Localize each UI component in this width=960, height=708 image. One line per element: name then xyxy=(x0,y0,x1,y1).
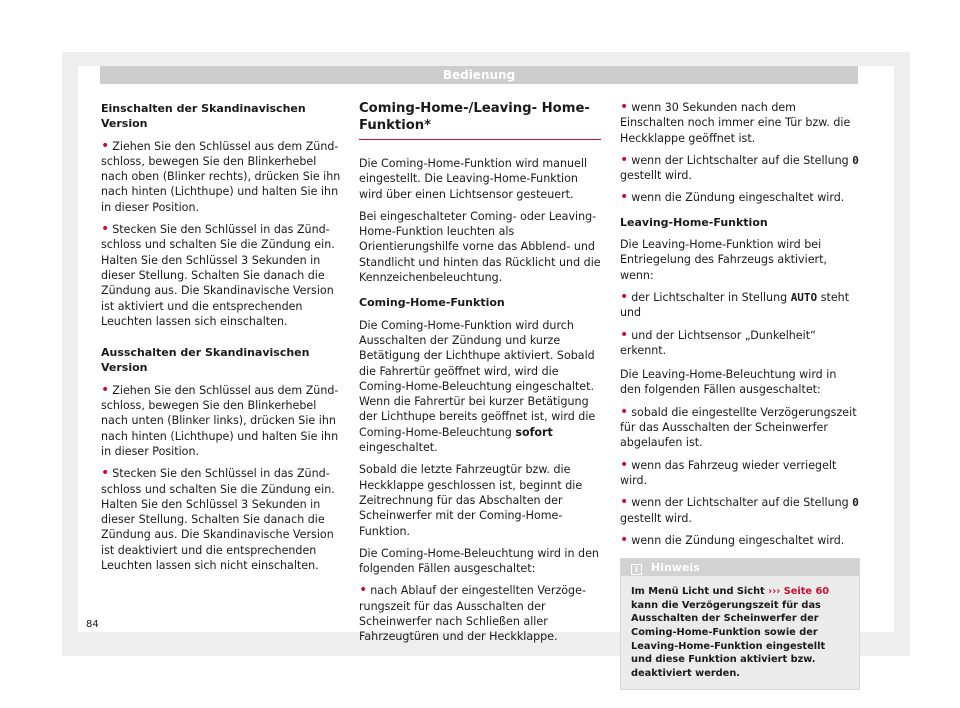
bullet-icon: • xyxy=(620,531,629,548)
bullet-icon: • xyxy=(620,288,629,305)
subheading-leaving-home: Leaving-Home-Funktion xyxy=(620,215,768,229)
list-item: • sobald die eingestellte Verzögerungszeit für das Ausschalten der Scheinwerfer abgelaufen ist. xyxy=(620,403,857,450)
subheading-coming-home: Coming-Home-Funktion xyxy=(359,296,505,310)
note-header: i Hinweis xyxy=(621,559,859,576)
list-item: • wenn der Lichtschalter auf die Stellung 0 gestellt wird. xyxy=(620,494,859,525)
bullet-icon: • xyxy=(620,326,629,343)
column-right xyxy=(620,100,860,690)
bullet-icon: • xyxy=(620,494,629,511)
list-item: • Ziehen Sie den Schlüssel aus dem Zündschloss, bewegen Sie den Blinkerhebel nach oben (Blinker rechts), drücken Sie ihn nach hinten (Lichthupe) und halten Sie ihn in dieser Position. xyxy=(101,137,341,214)
list-item: • wenn die Zündung eingeschaltet wird. xyxy=(620,189,845,206)
list-item: • Ziehen Sie den Schlüssel aus dem Zündschloss, bewegen Sie den Blinkerhebel nach unten (Blinker links), drücken Sie ihn nach hinten (Lichthupe) und halten Sie ihn in dieser Position. xyxy=(101,381,339,458)
paragraph: Die Coming-Home-Funktion wird durch Ausschalten der Zündung und kurze Betätigung der Lichthupe aktiviert. Sobald die Fahrertür geöffnet wird, wird die Coming-Home-Beleuchtung eingeschaltet. Wenn die Fahrertür bei kurzer Betätigung der Lichthupe bereits geöffnet ist, wird die Coming-Home-Beleuchtung sofort eingeschaltet. xyxy=(359,318,596,455)
page-reference-link[interactable]: ››› Seite 60 xyxy=(768,586,830,598)
paragraph: Sobald die letzte Fahrzeugtür bzw. die Heckklappe geschlossen ist, beginnt die Zeitrechnung für das Abschalten der Scheinwerfer mit der Coming-Home-Funktion. xyxy=(359,463,583,538)
switch-position-0-icon: 0 xyxy=(852,153,859,167)
emphasis-sofort: sofort xyxy=(515,425,553,439)
bullet-icon: • xyxy=(620,99,629,115)
column-left xyxy=(101,101,341,580)
note-box xyxy=(620,558,860,690)
list-item: • der Lichtschalter in Stellung AUTO steht und xyxy=(620,288,850,320)
paragraph: Die Leaving-Home-Funktion wird bei Entriegelung des Fahrzeugs aktiviert, wenn: xyxy=(620,238,827,282)
list-item: • wenn 30 Sekunden nach dem Einschalten noch immer eine Tür bzw. die Heckklappe geöffnet ist. xyxy=(620,99,851,145)
list-item: • und der Lichtsensor „Dunkelheit“ erkennt. xyxy=(620,326,816,357)
bullet-icon: • xyxy=(101,381,110,398)
paragraph: Bei eingeschalteter Coming- oder Leaving-Home-Funktion leuchten als Orientierungshilfe vorne das Abblend- und Standlicht und hinten das Rücklicht und die Kennzeichenbeleuchtung. xyxy=(359,209,601,285)
note-text: Im Menü Licht und Sicht ››› Seite 60 kann die Verzögerungszeit für das Ausschalten der Scheinwerfer der Coming-Home-Funktion sowie der Leaving-Home-Funktion eingestellt und diese Funktion aktiviert bzw. deaktiviert werden. xyxy=(631,586,830,679)
bullet-icon: • xyxy=(101,465,110,482)
list-item: • Stecken Sie den Schlüssel in das Zündschloss und schalten Sie die Zündung ein. Halten Sie den Schlüssel 3 Sekunden in dieser Stellung. Schalten Sie danach die Zündung aus. Die Skandinavische Version ist aktiviert und die entsprechenden Leuchten lassen sich einschalten. xyxy=(101,221,335,328)
paragraph: Die Leaving-Home-Beleuchtung wird in den folgenden Fällen ausgeschaltet: xyxy=(620,368,837,397)
section-title: Coming-Home-/Leaving- Home-Funktion* xyxy=(359,101,590,133)
section-header: Bedienung xyxy=(100,66,858,84)
bullet-icon: • xyxy=(101,221,110,238)
list-item: • nach Ablauf der eingestellten Verzögerungszeit für das Ausschalten der Scheinwerfer nach Schließen aller Fahrzeugtüren und der Heckklappe. xyxy=(359,582,586,644)
bullet-icon: • xyxy=(620,403,629,420)
bullet-icon: • xyxy=(620,456,629,473)
info-icon: i xyxy=(631,564,642,575)
heading-einschalten: Einschalten der Skandinavischen Version xyxy=(101,102,306,131)
paragraph: Die Coming-Home-Beleuchtung wird in den folgenden Fällen ausgeschaltet: xyxy=(359,546,599,576)
bullet-icon: • xyxy=(101,137,110,154)
title-rule xyxy=(359,139,601,140)
list-item: • wenn der Lichtschalter auf die Stellung 0 gestellt wird. xyxy=(620,151,859,183)
column-middle xyxy=(359,100,601,652)
list-item: • wenn die Zündung eingeschaltet wird. xyxy=(620,531,845,548)
switch-position-0-icon: 0 xyxy=(852,496,859,510)
bullet-icon: • xyxy=(359,582,368,599)
heading-ausschalten: Ausschalten der Skandinavischen Version xyxy=(101,346,310,375)
paragraph: Die Coming-Home-Funktion wird manuell eingestellt. Die Leaving-Home-Funktion wird über einen Lichtsensor gesteuert. xyxy=(359,157,588,201)
page-number: 84 xyxy=(86,619,99,630)
list-item: • Stecken Sie den Schlüssel in das Zündschloss und schalten Sie die Zündung ein. Halten Sie den Schlüssel 3 Sekunden in dieser Stellung. Schalten Sie danach die Zündung aus. Die Skandinavische Version ist deaktiviert und die entsprechenden Leuchten lassen sich nicht einschalten. xyxy=(101,465,335,573)
bullet-icon: • xyxy=(620,151,629,168)
list-item: • wenn das Fahrzeug wieder verriegelt wird. xyxy=(620,456,837,487)
switch-position-auto-icon: AUTO xyxy=(790,290,818,304)
bullet-icon: • xyxy=(620,189,629,206)
